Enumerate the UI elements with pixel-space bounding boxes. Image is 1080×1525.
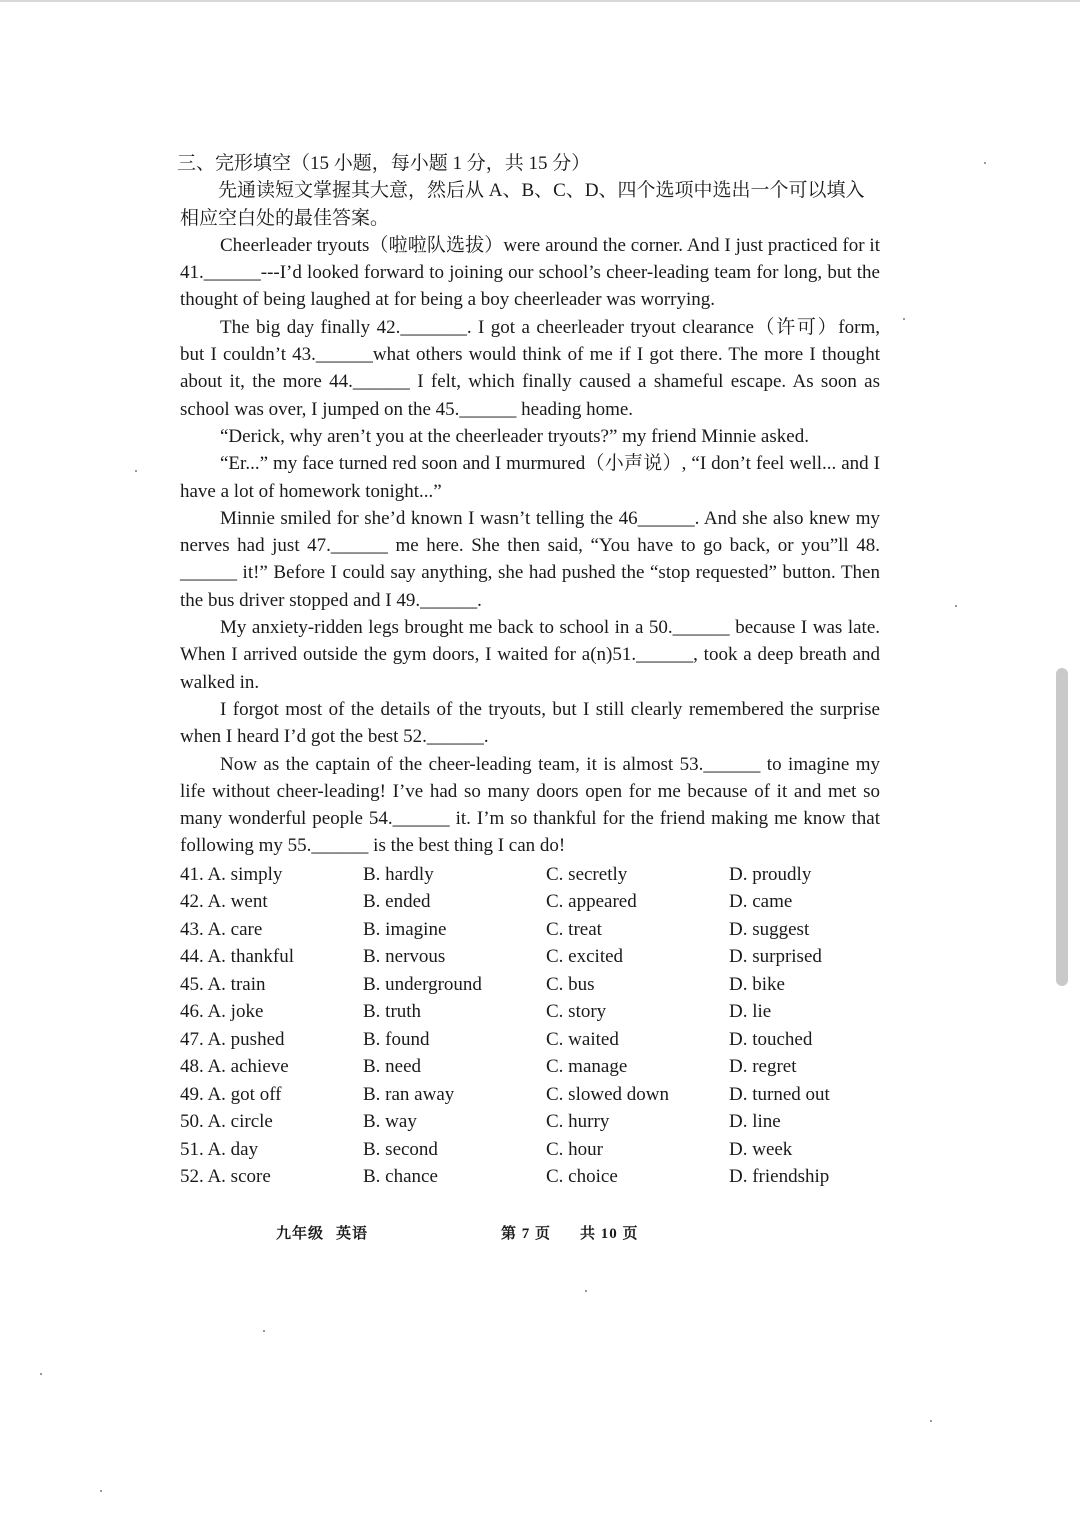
option-row-47 [180,1026,880,1054]
option-44-c: C. excited [546,946,624,968]
passage-paragraph-8: Now as the captain of the cheer-leading team, it is almost 53.______ to imagine my life without cheer-leading! I’ve had so many doors open for me because of it and met so many wonderful people 54.______ it. I’m so thankful for the friend making me know that following my 55.______ is the best thing I can do! [180,753,880,857]
option-41-b: B. hardly [363,863,434,885]
option-42-b: B. ended [363,891,431,913]
option-49-d: D. turned out [729,1083,830,1105]
option-43-c: C. treat [546,918,602,940]
scan-speck [585,1290,587,1292]
option-row-50 [180,1108,880,1136]
option-row-51 [180,1136,880,1164]
option-42-d: D. came [729,891,793,913]
option-47-d: D. touched [729,1028,813,1050]
section-heading: 三、完形填空（15 小题，每小题 1 分，共 15 分） [177,153,591,174]
option-45-c: C. bus [546,973,595,995]
option-49-c: C. slowed down [546,1083,669,1105]
option-45-d: D. bike [729,973,785,995]
footer-grade: 九年级 [276,1226,325,1242]
option-45-b: B. underground [363,973,482,995]
option-44-d: D. surprised [729,946,822,968]
option-52-d: D. friendship [729,1166,830,1188]
scan-speck [40,1373,42,1375]
scan-speck [100,1490,102,1492]
option-row-46 [180,998,880,1026]
option-45-a: 45. A. train [180,973,266,995]
option-41-c: C. secretly [546,863,628,885]
option-row-44 [180,943,880,971]
scan-speck [135,470,137,472]
option-46-a: 46. A. joke [180,1001,264,1023]
exam-page [177,150,900,1191]
option-46-b: B. truth [363,1001,422,1023]
option-47-c: C. waited [546,1028,619,1050]
option-51-b: B. second [363,1138,438,1160]
option-47-b: B. found [363,1028,430,1050]
option-48-c: C. manage [546,1056,628,1078]
passage-paragraph-4: “Er...” my face turned red soon and I murmured（小声说）, “I don’t feel well... and I have a lot of homework tonight...” [180,453,880,502]
option-50-c: C. hurry [546,1111,610,1133]
option-51-d: D. week [729,1138,793,1160]
option-51-a: 51. A. day [180,1138,259,1160]
scan-speck [955,605,957,607]
option-49-a: 49. A. got off [180,1083,282,1105]
option-42-a: 42. A. went [180,891,268,913]
option-52-a: 52. A. score [180,1166,271,1188]
option-43-a: 43. A. care [180,918,263,940]
passage-paragraph-1: Cheerleader tryouts（啦啦队选拔）were around the corner. And I just practiced for it 41.______---I’d looked forward to joining our school’s cheer-leading team for long, but the thought of being laughed at for being a boy cheerleader was worrying. [180,234,900,311]
option-48-d: D. regret [729,1056,797,1078]
option-50-d: D. line [729,1111,781,1133]
vertical-scrollbar[interactable] [1056,668,1068,986]
option-41-a: 41. A. simply [180,863,283,885]
footer-page-number: 第 7 页 [501,1226,552,1242]
passage-paragraph-3: “Derick, why aren’t you at the cheerleader tryouts?” my friend Minnie asked. [220,425,809,447]
option-47-a: 47. A. pushed [180,1028,285,1050]
option-44-a: 44. A. thankful [180,946,294,968]
passage-paragraph-6: My anxiety-ridden legs brought me back to school in a 50.______ because I was late. When I arrived outside the gym doors, I waited for a(n)51.______, took a deep breath and walked in. [180,617,880,693]
footer-subject: 英语 [336,1226,369,1242]
option-51-c: C. hour [546,1138,603,1160]
option-row-45 [180,971,880,999]
option-row-42 [180,888,880,916]
option-43-b: B. imagine [363,918,447,940]
passage-paragraph-7: I forgot most of the details of the tryouts, but I still clearly remembered the surprise when I heard I’d got the best 52.______. [180,698,880,748]
passage-paragraph-5: Minnie smiled for she’d known I wasn’t telling the 46______. And she also knew my nerves had just 47.______ me here. She then said, “You have to go back, or you”ll 48. ______ it!” Before I could say anything, she had pushed the “stop requested” button. Then the bus driver stopped and I 49.______. [180,507,880,611]
answer-options [180,861,880,1191]
option-row-43 [180,916,880,944]
scan-speck [263,1330,265,1332]
option-row-49 [180,1081,880,1109]
option-43-d: D. suggest [729,918,810,940]
option-50-b: B. way [363,1111,417,1133]
option-row-52 [180,1163,880,1191]
option-49-b: B. ran away [363,1083,455,1105]
option-46-c: C. story [546,1001,607,1023]
passage-paragraph-2: The big day finally 42._______. I got a cheerleader tryout clearance（许可）form, but I couldn’t 43.______what others would think of me if I got there. The more I thought about it, the more 44.______ I felt, which finally caused a shameful escape. As soon as school was over, I jumped on the 45.______ heading home. [180,316,880,420]
footer-page-total: 共 10 页 [580,1226,639,1242]
section-instruction: 先通读短文掌握其大意，然后从 A、B、C、D、四个选项中选出一个可以填入相应空白处的最佳答案。 [180,180,865,229]
option-41-d: D. proudly [729,863,812,885]
option-52-b: B. chance [363,1166,438,1188]
scan-speck [984,162,986,164]
scan-speck [930,1420,932,1422]
option-46-d: D. lie [729,1001,772,1023]
option-52-c: C. choice [546,1166,618,1188]
option-48-a: 48. A. achieve [180,1056,289,1078]
option-row-48 [180,1053,880,1081]
option-42-c: C. appeared [546,891,637,913]
scan-speck [903,318,905,320]
option-row-41 [180,861,880,889]
top-edge-line [0,0,1080,2]
option-50-a: 50. A. circle [180,1111,273,1133]
option-44-b: B. nervous [363,946,446,968]
option-48-b: B. need [363,1056,422,1078]
